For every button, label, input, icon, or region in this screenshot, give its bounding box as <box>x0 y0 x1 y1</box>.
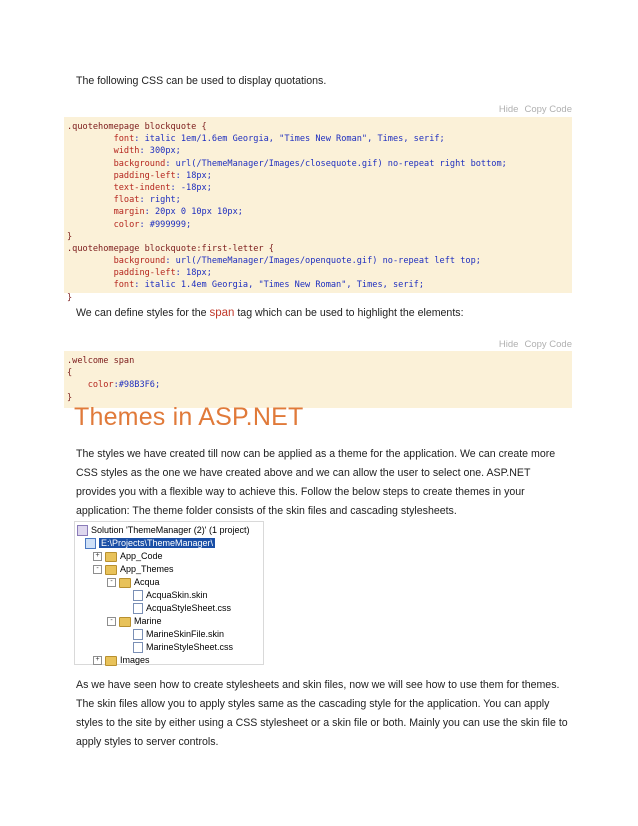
tree-node-label: Acqua <box>134 577 160 587</box>
code-token <box>67 380 88 390</box>
tree-node-label: AcquaSkin.skin <box>146 590 208 600</box>
css-code-block-quotations <box>64 117 572 303</box>
tree-node[interactable] <box>121 628 224 641</box>
code-line <box>67 243 572 255</box>
code-token <box>67 134 114 144</box>
code-token: text-indent <box>113 182 171 193</box>
intro-paragraph: The following CSS can be used to display quotations. <box>76 75 327 87</box>
folder-icon <box>105 552 117 562</box>
tree-node[interactable] <box>121 641 233 654</box>
code-line <box>67 379 572 391</box>
closing-paragraph: As we have seen how to create stylesheets and skin files, now we will see how to use them for themes. The skin files allow you to apply styles same as the cascading style for the application. You can apply styles to the site by either using a CSS stylesheet or a skin file or both. Mainly you can use the skin file to apply styles to server controls. <box>76 679 568 748</box>
code-token: : italic 1em/1.6em Georgia, "Times New Roman", Times, serif; <box>134 134 445 145</box>
code-token: : -18px; <box>170 182 212 193</box>
code-token <box>67 195 114 205</box>
solution-explorer-screenshot <box>74 521 264 665</box>
code-line <box>67 231 572 243</box>
code-token: color <box>87 380 114 391</box>
code-line <box>67 279 572 291</box>
code-line <box>67 158 572 170</box>
file-icon <box>133 603 143 614</box>
collapse-icon[interactable]: - <box>107 617 116 626</box>
code-token: : 18px; <box>175 268 212 279</box>
code-line <box>67 292 572 304</box>
code-token: .quotehomepage blockquote:first-letter { <box>67 243 274 254</box>
code-token: :#98B3F6; <box>113 380 161 391</box>
project-label: E:\Projects\ThemeManager\ <box>101 538 214 548</box>
code-token <box>67 280 114 290</box>
copy-code-link[interactable]: Copy Code <box>524 339 572 350</box>
code-line <box>67 267 572 279</box>
code-token: .welcome span <box>67 356 135 366</box>
code-token: : right; <box>139 195 181 206</box>
hide-code-link[interactable]: Hide <box>498 339 519 350</box>
code-token: font <box>113 134 135 145</box>
project-node <box>85 537 215 550</box>
code-token: } <box>67 392 73 403</box>
solution-icon <box>77 525 88 536</box>
tree-node-label: Marine <box>134 616 162 626</box>
tree-node-label: AcquaStyleSheet.css <box>146 603 232 613</box>
tree-node[interactable] <box>93 654 150 667</box>
project-icon <box>85 538 96 549</box>
code-token: font <box>113 280 135 291</box>
code-line <box>67 170 572 182</box>
tree-node[interactable] <box>93 550 163 563</box>
code-token: : 20px 0 10px 10px; <box>144 207 243 218</box>
tree-node[interactable] <box>93 563 174 576</box>
code-line <box>67 194 572 206</box>
code-line <box>67 367 572 379</box>
folder-icon <box>105 565 117 575</box>
tree-node[interactable] <box>107 576 160 589</box>
code-token: : #999999; <box>139 219 192 230</box>
section-heading: Themes in ASP.NET <box>74 403 304 431</box>
code-line <box>67 219 572 231</box>
file-icon <box>133 629 143 640</box>
code-token: : italic 1.4em Georgia, "Times New Roman", Times, serif; <box>134 280 425 291</box>
code-token <box>67 207 114 217</box>
span-keyword: span <box>209 307 235 319</box>
span-paragraph <box>76 304 572 323</box>
copy-code-link[interactable]: Copy Code <box>524 104 572 115</box>
code-token <box>67 183 114 193</box>
code-token <box>67 159 114 169</box>
code-token: } <box>67 231 73 242</box>
code-token <box>67 171 114 181</box>
hide-code-link[interactable]: Hide <box>498 104 519 115</box>
span-paragraph-before: We can define styles for the <box>76 307 210 319</box>
span-paragraph-after: tag which can be used to highlight the elements: <box>234 307 464 319</box>
code-token: background <box>113 158 166 169</box>
code-token: padding-left <box>113 268 176 279</box>
code-token: : url(/ThemeManager/Images/openquote.gif) no-repeat left top; <box>165 256 481 267</box>
code-token: : 300px; <box>139 146 181 157</box>
tree-node-label: MarineStyleSheet.css <box>146 642 234 652</box>
css-code-block-span <box>64 351 572 408</box>
tree-node-label: Images <box>120 655 150 665</box>
code-token <box>67 256 114 266</box>
code-line <box>67 355 572 367</box>
code-token: : 18px; <box>175 170 212 181</box>
code-line <box>67 206 572 218</box>
collapse-icon[interactable]: - <box>107 578 116 587</box>
file-icon <box>133 642 143 653</box>
folder-icon <box>105 656 117 666</box>
code-line <box>67 392 572 404</box>
code-token: .quotehomepage blockquote { <box>67 122 207 132</box>
code-line <box>67 121 572 133</box>
code-token: width <box>113 146 140 157</box>
solution-label: Solution 'ThemeManager (2)' (1 project) <box>91 525 250 535</box>
code-token <box>67 220 114 230</box>
file-icon <box>133 590 143 601</box>
tree-node[interactable] <box>107 615 162 628</box>
folder-icon <box>119 617 131 627</box>
expand-icon[interactable]: + <box>93 656 102 665</box>
code-token <box>67 268 114 278</box>
solution-node <box>77 524 250 537</box>
folder-icon <box>119 578 131 588</box>
tree-node-label: MarineSkinFile.skin <box>146 629 225 639</box>
code-token: } <box>67 292 73 303</box>
tree-node-label: App_Code <box>120 551 163 561</box>
themes-paragraph: The styles we have created till now can be applied as a theme for the application. We can create more CSS styles as the one we have created above and we can allow the user to select one. ASP.NET provides you with a flexible way to achieve this. Follow the below steps to create themes in your application: The theme folder consists of the skin files and cascading stylesheets. <box>76 448 556 517</box>
code-line <box>67 255 572 267</box>
tree-node[interactable] <box>121 589 208 602</box>
code-toolbar-1 <box>493 104 572 115</box>
code-token: color <box>113 219 140 230</box>
tree-node[interactable] <box>121 602 231 615</box>
code-token: margin <box>113 207 145 218</box>
code-line <box>67 133 572 145</box>
code-token: : url(/ThemeManager/Images/closequote.gif) no-repeat right bottom; <box>165 158 507 169</box>
code-line <box>67 145 572 157</box>
code-toolbar-2 <box>493 339 572 350</box>
code-token: float <box>113 195 140 206</box>
expand-icon[interactable]: + <box>93 552 102 561</box>
code-token: padding-left <box>113 170 176 181</box>
code-token: { <box>67 368 73 379</box>
code-token: background <box>113 256 166 267</box>
code-token <box>67 146 114 156</box>
collapse-icon[interactable]: - <box>93 565 102 574</box>
code-line <box>67 182 572 194</box>
tree-node-label: App_Themes <box>120 564 174 574</box>
